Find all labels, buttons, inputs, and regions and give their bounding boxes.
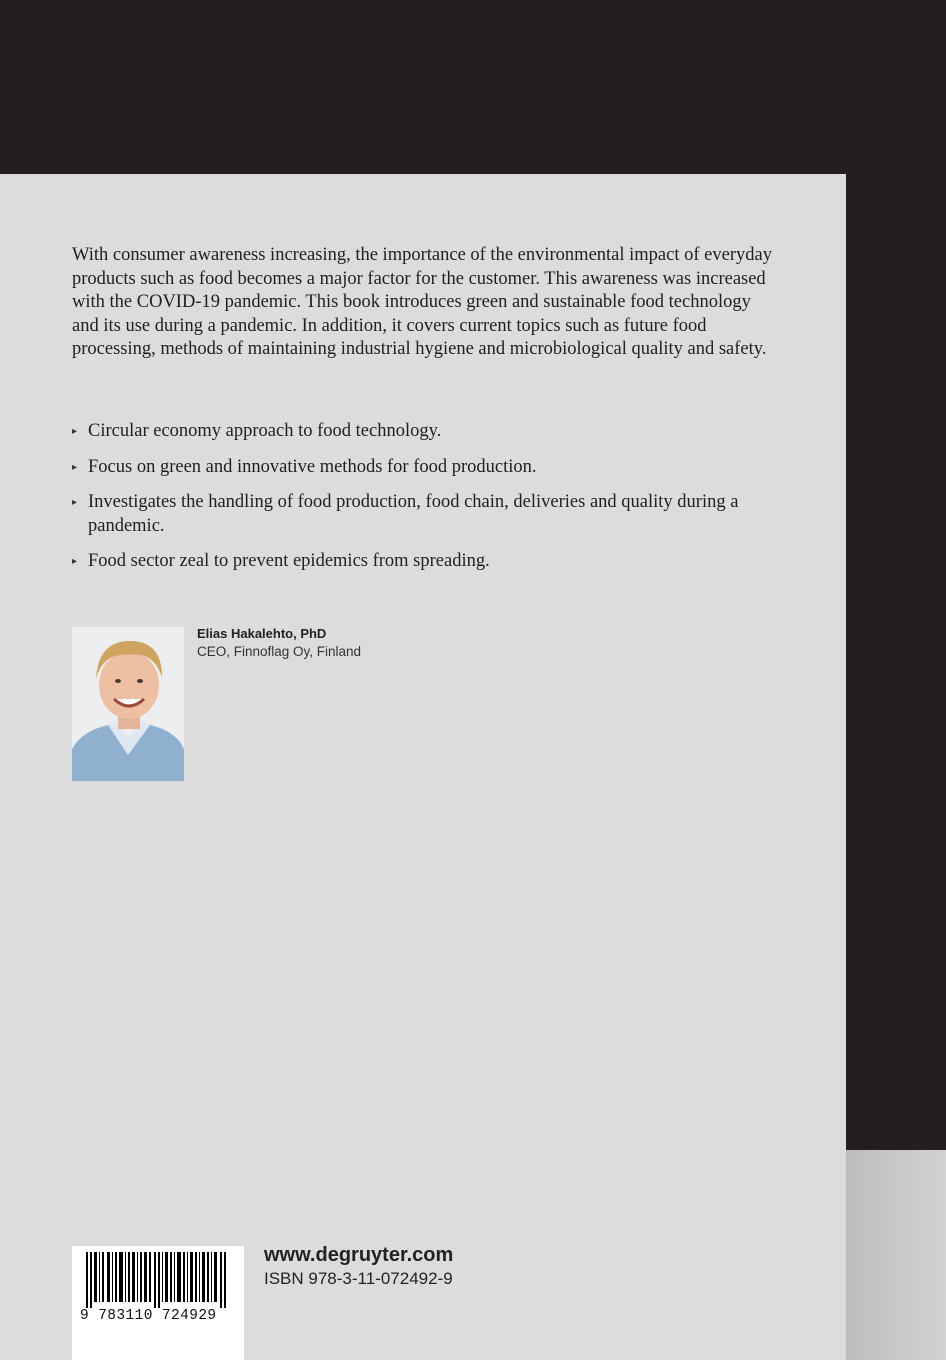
publisher-website: www.degruyter.com	[264, 1244, 454, 1266]
list-item-text: Focus on green and innovative methods for food production.	[88, 456, 537, 477]
barcode-icon	[82, 1252, 234, 1308]
list-item	[72, 491, 772, 538]
background-shadow	[846, 1150, 946, 1360]
author-name: Elias Hakalehto, PhD	[197, 626, 327, 641]
author-affiliation: CEO, Finnoflag Oy, Finland	[197, 644, 362, 659]
bullet-arrow-icon: ▸	[72, 556, 78, 567]
author-photo	[72, 627, 184, 781]
list-item	[72, 550, 772, 574]
bullet-arrow-icon: ▸	[72, 426, 78, 437]
list-item	[72, 420, 772, 444]
bullet-arrow-icon: ▸	[72, 497, 78, 508]
back-cover	[0, 174, 846, 1360]
feature-list	[72, 420, 772, 586]
list-item-text: Food sector zeal to prevent epidemics from spreading.	[88, 551, 490, 571]
list-item-text: Circular economy approach to food technology.	[88, 421, 442, 441]
list-item-text: Investigates the handling of food production, food chain, deliveries and quality during a pandemic.	[88, 492, 739, 536]
author-portrait-icon	[72, 627, 184, 781]
book-description: With consumer awareness increasing, the importance of the environmental impact of everyday products such as food becomes a major factor for the customer. This awareness was increased with the COVID-19 pandemic. This book introduces green and sustainable food technology and its use during a pandemic. In addition, it covers current topics such as future food processing, methods of maintaining industrial hygiene and microbiological quality and safety.	[72, 245, 772, 359]
bullet-arrow-icon: ▸	[72, 461, 78, 473]
isbn-barcode	[72, 1246, 244, 1360]
barcode-number: 9 783110 724929	[80, 1308, 217, 1324]
isbn-number: ISBN 978-3-11-072492-9	[264, 1269, 453, 1288]
list-item	[72, 456, 772, 480]
